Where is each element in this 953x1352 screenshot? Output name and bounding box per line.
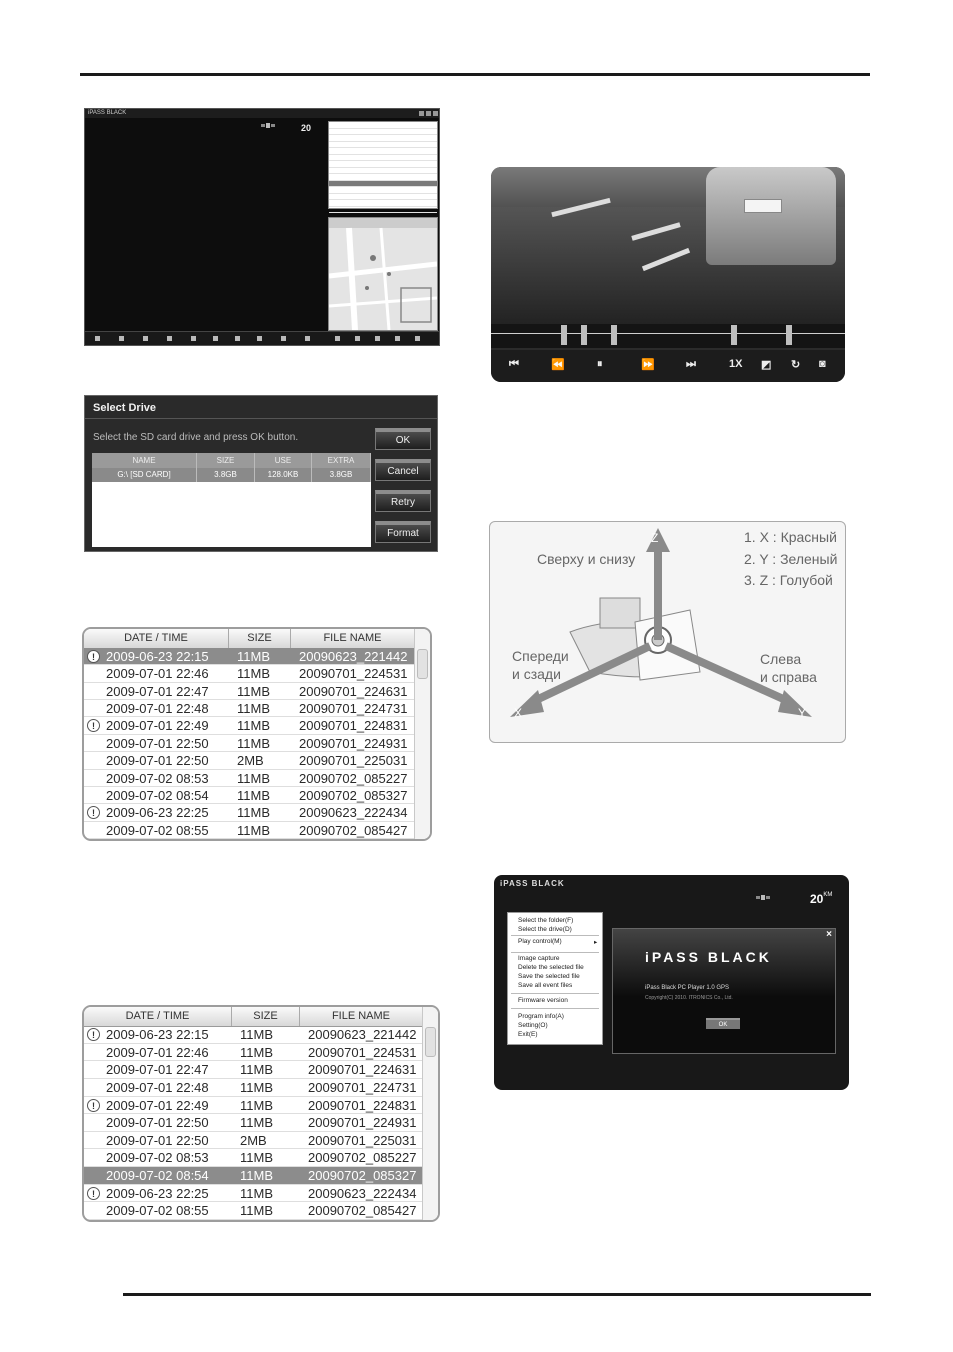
cell-name: 20090701_224631 — [299, 683, 408, 699]
left-right-label-2: и справа — [760, 669, 817, 685]
table-row[interactable] — [84, 735, 415, 752]
cell-date: 2009-07-01 22:50 — [106, 1115, 209, 1131]
table-row[interactable] — [84, 1149, 423, 1167]
close-icon[interactable] — [433, 111, 438, 116]
table-row[interactable] — [84, 648, 415, 665]
cell-name: 20090701_224831 — [308, 1097, 417, 1113]
menu-item[interactable]: Select the drive(D) — [518, 926, 572, 933]
context-menu — [507, 912, 603, 1045]
column-header[interactable]: DATE / TIME — [84, 1007, 232, 1026]
cell-date: 2009-07-01 22:46 — [106, 1044, 209, 1060]
drive-size: 3.8GB — [197, 468, 255, 482]
forward-icon[interactable]: ⏩ — [641, 359, 655, 371]
warning-icon: ! — [87, 1187, 100, 1200]
cell-date: 2009-07-02 08:54 — [106, 787, 209, 803]
zoom-icon[interactable]: ◩ — [761, 359, 772, 371]
player-controls — [85, 331, 439, 346]
front-back-label-1: Спереди — [512, 648, 569, 664]
submenu-arrow-icon: ▸ — [594, 939, 598, 946]
cell-size: 2MB — [237, 753, 264, 769]
cell-name: 20090701_224731 — [308, 1079, 417, 1095]
cell-date: 2009-06-23 22:25 — [106, 1185, 209, 1201]
minimize-icon[interactable] — [419, 111, 424, 116]
cell-date: 2009-07-01 22:46 — [106, 666, 209, 682]
legend-y: 2. Y : Зеленый — [744, 551, 838, 567]
table-row[interactable] — [84, 787, 415, 804]
menu-item[interactable]: Play control(M) — [518, 938, 562, 945]
cell-date: 2009-07-02 08:55 — [106, 1203, 209, 1219]
dialog-copyright: Copyright(C) 2010. ITRONICS Co., Ltd. — [645, 995, 733, 1001]
control-button[interactable] — [281, 336, 286, 341]
top-bottom-label: Сверху и снизу — [537, 551, 636, 567]
cell-name: 20090701_225031 — [308, 1132, 417, 1148]
cell-date: 2009-07-01 22:48 — [106, 1079, 209, 1095]
menu-item[interactable]: Firmware version — [518, 997, 568, 1004]
control-button[interactable] — [95, 336, 100, 341]
dialog-title: Select Drive — [93, 402, 156, 414]
legend-x: 1. X : Красный — [744, 529, 837, 545]
timeline-marker[interactable] — [611, 325, 617, 345]
cell-size: 11MB — [237, 666, 270, 682]
list-header — [84, 1007, 423, 1027]
cell-date: 2009-07-01 22:47 — [106, 1062, 209, 1078]
cell-size: 11MB — [240, 1097, 273, 1113]
cell-size: 11MB — [240, 1044, 273, 1060]
cell-date: 2009-07-01 22:48 — [106, 701, 209, 717]
speed-readout: 20 — [301, 123, 312, 133]
table-row[interactable] — [84, 1061, 423, 1079]
cell-size: 11MB — [240, 1079, 273, 1095]
ok-button[interactable]: OK — [706, 1018, 740, 1029]
column-header[interactable]: FILE NAME — [300, 1007, 423, 1026]
app-logo: iPASS BLACK — [500, 879, 565, 888]
control-button[interactable] — [395, 336, 400, 341]
column-header[interactable]: SIZE — [229, 629, 291, 648]
menu-item[interactable]: Image capture — [518, 955, 560, 962]
cell-date: 2009-07-02 08:54 — [106, 1168, 209, 1184]
axis-y-label: Y — [798, 706, 807, 720]
control-button[interactable] — [375, 336, 380, 341]
cell-date: 2009-07-01 22:50 — [106, 735, 209, 751]
cell-size: 11MB — [240, 1027, 273, 1042]
rotate-icon[interactable]: ↻ — [791, 359, 801, 371]
table-row[interactable] — [84, 1185, 423, 1203]
axis-z-label: Z — [651, 531, 659, 545]
table-row[interactable] — [84, 717, 415, 734]
control-button[interactable] — [143, 336, 148, 341]
cell-size: 11MB — [237, 718, 270, 734]
table-row[interactable] — [84, 1079, 423, 1097]
column-header[interactable]: FILE NAME — [291, 629, 415, 648]
cell-name: 20090701_224531 — [308, 1044, 417, 1060]
column-header[interactable]: SIZE — [232, 1007, 300, 1026]
cell-name: 20090701_224531 — [299, 666, 408, 682]
dialog-message: Select the SD card drive and press OK button. — [93, 432, 299, 443]
menu-separator — [511, 935, 599, 936]
cell-date: 2009-07-02 08:53 — [106, 1150, 209, 1166]
dialog-logo: iPASS BLACK — [645, 949, 772, 965]
pause-icon[interactable]: ⏸ — [597, 358, 603, 370]
table-row[interactable] — [84, 700, 415, 717]
column-header: SIZE — [197, 453, 255, 468]
camera-icon[interactable]: ◙ — [819, 358, 826, 370]
table-row[interactable] — [84, 770, 415, 787]
control-button[interactable] — [335, 336, 340, 341]
column-header: EXTRA — [312, 453, 371, 468]
map-panel[interactable] — [328, 217, 438, 331]
cell-date: 2009-07-01 22:49 — [106, 1097, 209, 1113]
control-button[interactable] — [415, 336, 420, 341]
cell-size: 11MB — [237, 770, 270, 786]
drive-row[interactable] — [92, 468, 371, 482]
cell-size: 11MB — [240, 1168, 273, 1184]
control-button[interactable] — [305, 336, 310, 341]
cell-name: 20090623_221442 — [308, 1027, 417, 1042]
front-back-label-2: и сзади — [512, 666, 561, 682]
cell-size: 11MB — [240, 1115, 273, 1131]
bottom-rule — [123, 1293, 871, 1296]
player-file-list[interactable] — [328, 121, 438, 209]
drive-use: 128.0KB — [255, 468, 312, 482]
cell-name: 20090701_224931 — [299, 735, 408, 751]
satellite-icon — [756, 892, 770, 904]
speed-button[interactable]: 1X — [729, 358, 743, 370]
menu-separator — [511, 1008, 599, 1009]
table-row[interactable] — [84, 1044, 423, 1062]
list-header — [84, 629, 415, 649]
table-row[interactable] — [84, 1202, 423, 1220]
map-graphic — [329, 218, 437, 330]
cell-name: 20090623_221442 — [299, 649, 408, 664]
warning-icon: ! — [87, 719, 100, 732]
maximize-icon[interactable] — [426, 111, 431, 116]
table-row[interactable] — [84, 1026, 423, 1044]
ok-button[interactable]: OK — [375, 428, 431, 450]
speed-readout — [810, 892, 832, 906]
player-titlebar — [85, 109, 439, 118]
control-button[interactable] — [355, 336, 360, 341]
cell-name: 20090701_224831 — [299, 718, 408, 734]
menu-item[interactable]: Save the selected file — [518, 973, 580, 980]
cell-name: 20090623_222434 — [299, 805, 408, 821]
axis-x-label: X — [514, 706, 523, 720]
cell-date: 2009-07-01 22:47 — [106, 683, 209, 699]
player-window — [84, 108, 440, 346]
cell-date: 2009-07-02 08:55 — [106, 822, 209, 838]
about-screen — [494, 875, 849, 1090]
cell-name: 20090702_085327 — [299, 787, 408, 803]
control-button[interactable] — [191, 336, 196, 341]
menu-item[interactable]: Setting(O) — [518, 1022, 548, 1029]
control-button[interactable] — [257, 336, 262, 341]
cell-size: 11MB — [240, 1062, 273, 1078]
control-button[interactable] — [235, 336, 240, 341]
cell-size: 11MB — [237, 805, 270, 821]
cell-size: 11MB — [240, 1150, 273, 1166]
column-header: NAME — [92, 453, 197, 468]
cell-size: 11MB — [237, 787, 270, 803]
table-row[interactable] — [84, 683, 415, 700]
cell-size: 11MB — [237, 649, 270, 664]
drive-table — [92, 453, 371, 547]
menu-item[interactable]: Save all event files — [518, 982, 573, 989]
column-header: USE — [255, 453, 312, 468]
satellite-icon — [261, 120, 275, 132]
about-dialog — [612, 928, 836, 1054]
car-ahead — [706, 167, 836, 265]
cell-name: 20090701_224731 — [299, 701, 408, 717]
timeline-marker[interactable] — [786, 325, 792, 345]
scrollbar-thumb[interactable] — [425, 1027, 436, 1057]
left-right-label-1: Слева — [760, 651, 802, 667]
cell-name: 20090702_085427 — [299, 822, 408, 838]
cell-size: 11MB — [240, 1203, 273, 1219]
scrollbar[interactable] — [422, 1007, 438, 1220]
table-row[interactable] — [84, 1097, 423, 1115]
cell-date: 2009-07-01 22:49 — [106, 718, 209, 734]
table-row[interactable] — [84, 752, 415, 769]
control-button[interactable] — [119, 336, 124, 341]
legend-z: 3. Z : Голубой — [744, 572, 833, 588]
speed-value: 20 — [810, 892, 824, 906]
table-row[interactable] — [84, 804, 415, 821]
drive-name: G:\ [SD CARD] — [92, 468, 197, 482]
cell-name: 20090702_085427 — [308, 1203, 417, 1219]
menu-item[interactable]: Delete the selected file — [518, 964, 584, 971]
warning-icon: ! — [87, 1099, 100, 1112]
cell-date: 2009-07-02 08:53 — [106, 770, 209, 786]
cell-size: 11MB — [237, 683, 270, 699]
drive-extra: 3.8GB — [312, 468, 371, 482]
cell-name: 20090702_085227 — [308, 1150, 417, 1166]
menu-item[interactable]: Select the folder(F) — [518, 917, 574, 924]
axis-diagram — [489, 521, 846, 743]
menu-item[interactable]: Exit(E) — [518, 1031, 538, 1038]
select-drive-dialog — [84, 395, 438, 552]
title-divider — [85, 418, 437, 419]
table-row[interactable] — [84, 665, 415, 682]
retry-button[interactable]: Retry — [375, 490, 431, 512]
timeline-marker[interactable] — [581, 325, 587, 345]
cell-date: 2009-06-23 22:15 — [106, 649, 209, 664]
scrollbar[interactable] — [414, 629, 430, 839]
cell-size: 11MB — [237, 822, 270, 838]
file-list-1 — [82, 627, 432, 841]
menu-separator — [511, 993, 599, 994]
close-icon[interactable]: × — [826, 929, 832, 940]
cell-name: 20090701_224631 — [308, 1062, 417, 1078]
warning-icon: ! — [87, 1028, 100, 1041]
cell-size: 11MB — [237, 735, 270, 751]
control-button[interactable] — [213, 336, 218, 341]
player-title: iPASS BLACK — [88, 110, 127, 116]
cell-date: 2009-06-23 22:25 — [106, 805, 209, 821]
prev-icon[interactable]: ⏮ — [509, 358, 519, 370]
table-row[interactable] — [84, 1132, 423, 1150]
menu-separator — [511, 952, 599, 953]
column-header[interactable]: DATE / TIME — [84, 629, 229, 648]
cell-size: 11MB — [240, 1185, 273, 1201]
table-row[interactable] — [84, 822, 415, 839]
video-frame — [491, 167, 845, 382]
cell-name: 20090701_224931 — [308, 1115, 417, 1131]
next-icon[interactable]: ⏭ — [686, 358, 696, 370]
cell-size: 2MB — [240, 1132, 267, 1148]
cell-size: 11MB — [237, 701, 270, 717]
timeline-marker[interactable] — [561, 325, 567, 345]
cell-date: 2009-07-01 22:50 — [106, 753, 209, 769]
format-button[interactable]: Format — [375, 521, 431, 543]
warning-icon: ! — [87, 650, 100, 663]
license-plate — [744, 199, 782, 213]
cell-name: 20090702_085327 — [308, 1168, 417, 1184]
cell-name: 20090702_085227 — [299, 770, 408, 786]
top-rule — [80, 73, 870, 76]
cell-date: 2009-06-23 22:15 — [106, 1027, 209, 1042]
warning-icon: ! — [87, 806, 100, 819]
control-button[interactable] — [167, 336, 172, 341]
menu-item[interactable]: Program info(A) — [518, 1013, 564, 1020]
cancel-button[interactable]: Cancel — [375, 459, 431, 481]
scrollbar-thumb[interactable] — [417, 649, 428, 679]
timeline-marker[interactable] — [731, 325, 737, 345]
table-row[interactable] — [84, 1167, 423, 1185]
cell-name: 20090701_225031 — [299, 753, 408, 769]
rewind-icon[interactable]: ⏪ — [551, 359, 565, 371]
dialog-version: iPass Black PC Player 1.0 GPS — [645, 985, 730, 991]
cell-name: 20090623_222434 — [308, 1185, 417, 1201]
table-row[interactable] — [84, 1114, 423, 1132]
file-list-2 — [82, 1005, 440, 1222]
speed-unit: KM — [823, 892, 833, 898]
cell-date: 2009-07-01 22:50 — [106, 1132, 209, 1148]
